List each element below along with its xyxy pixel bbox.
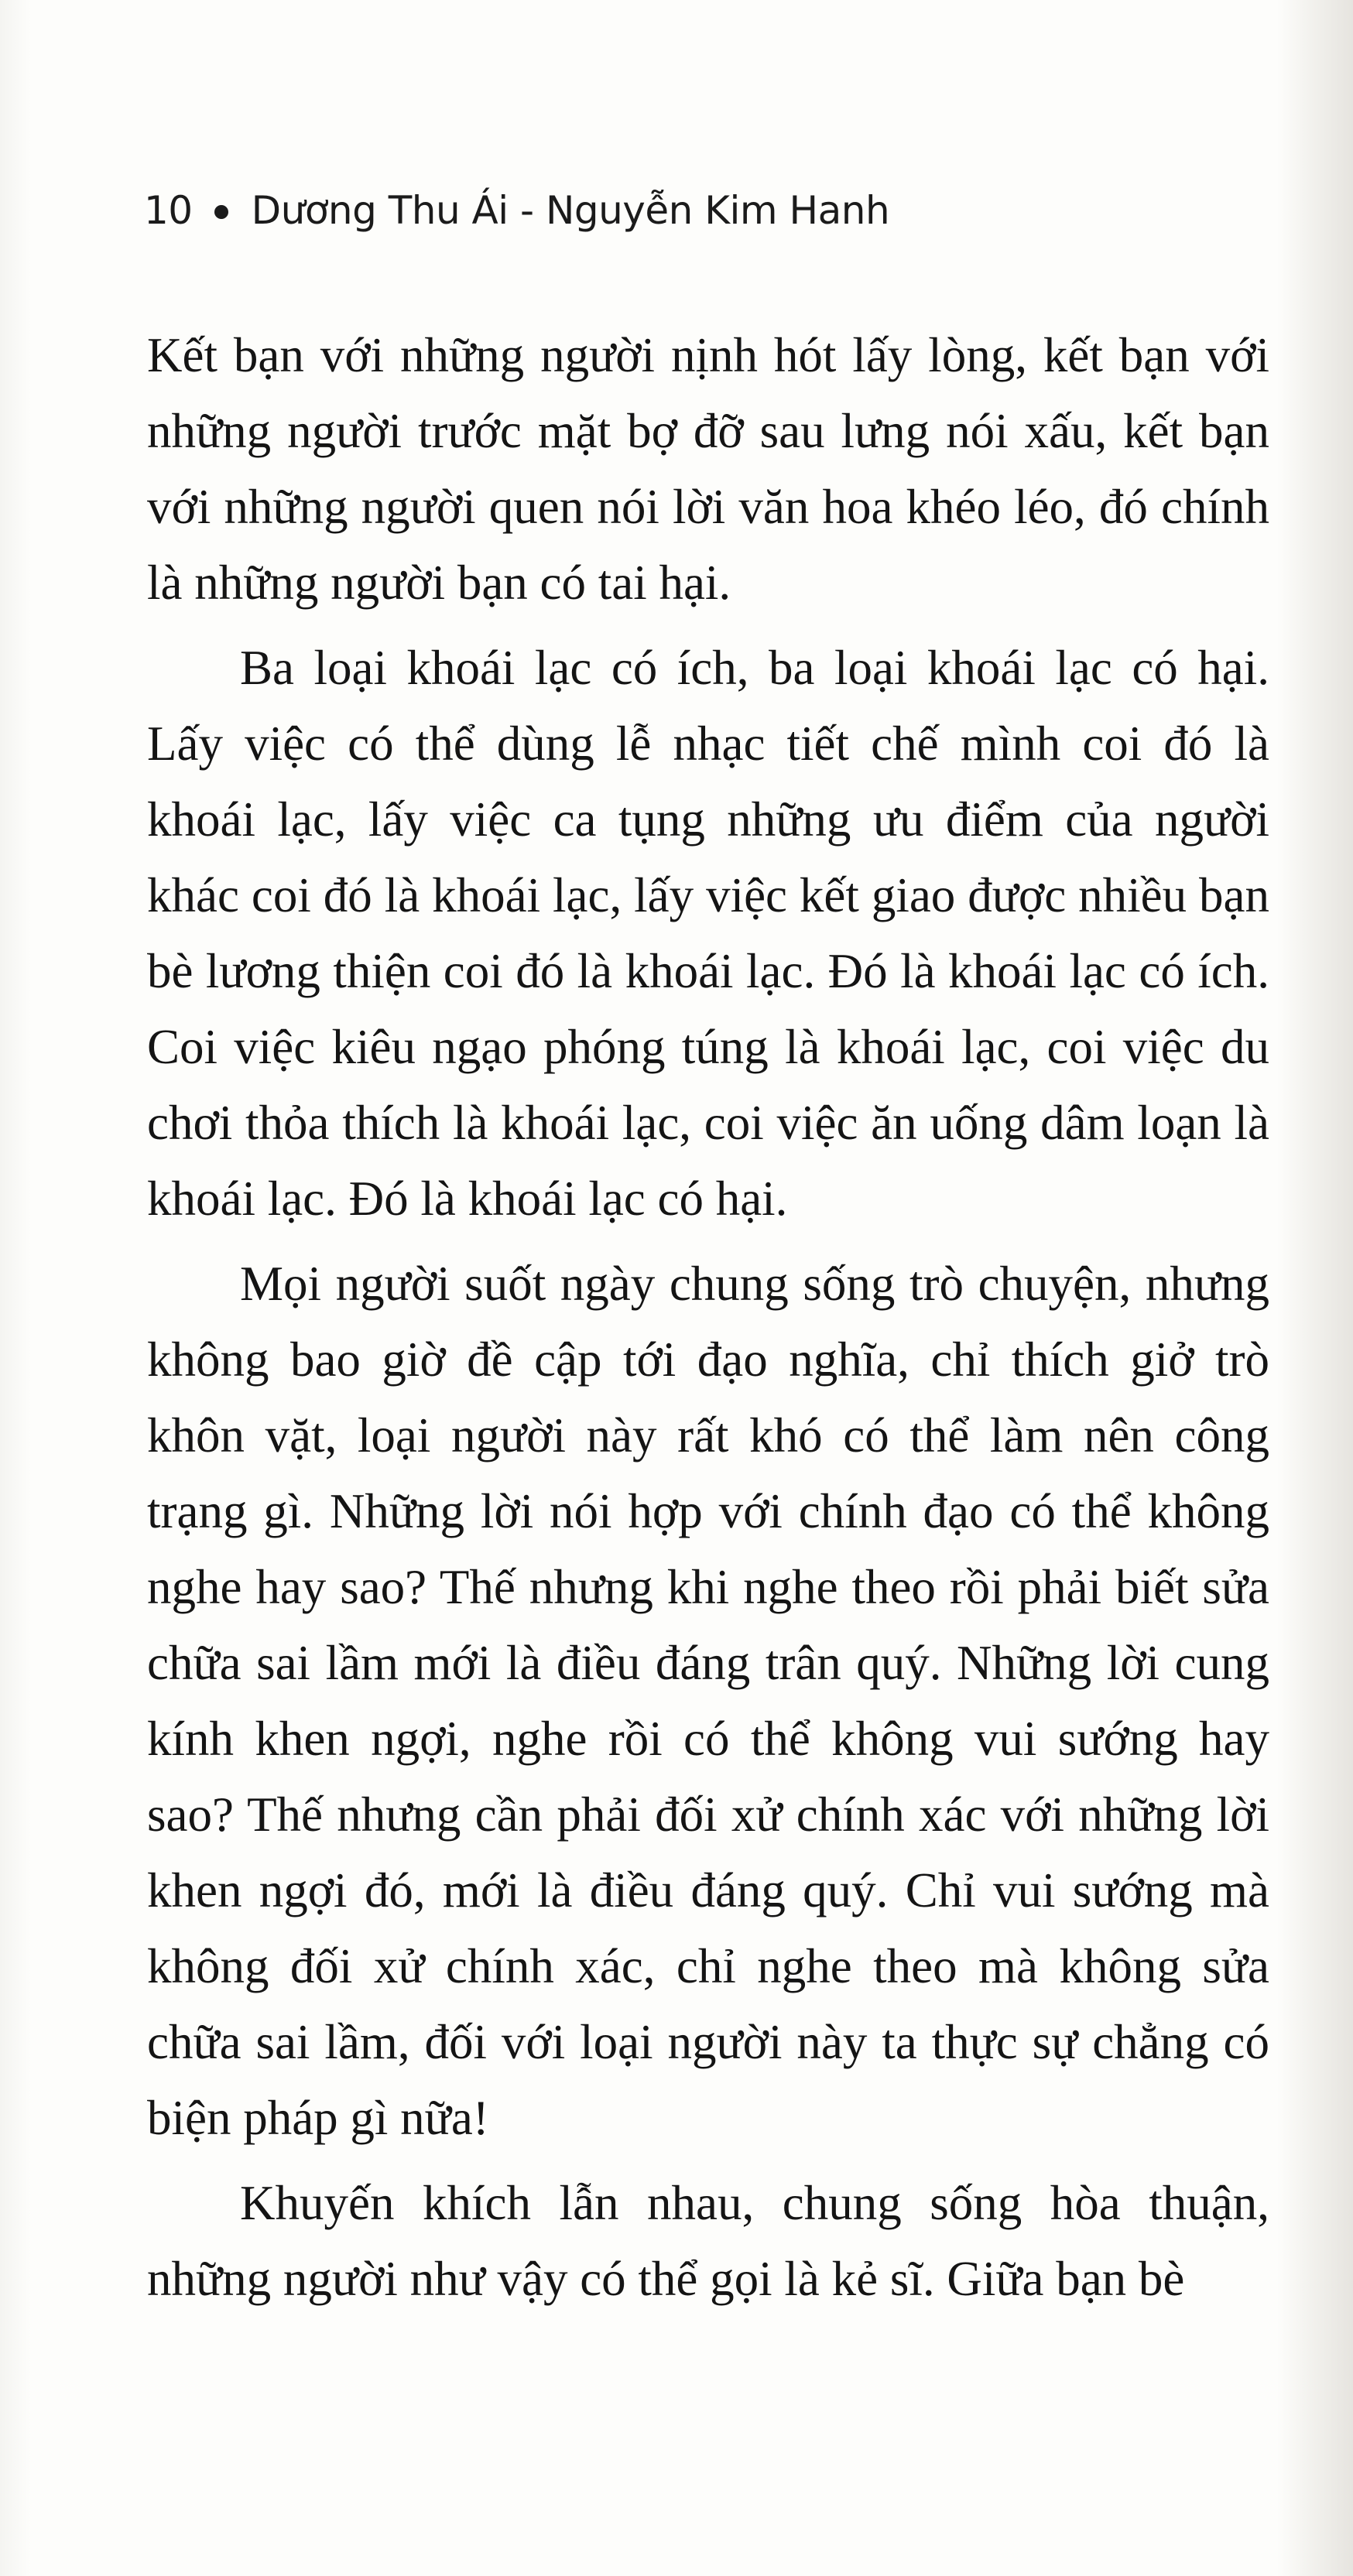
body-text [147, 317, 1269, 2317]
page-number: 10 [144, 188, 193, 233]
paragraph-1: Kết bạn với những người nịnh hót lấy lòng, kết bạn với những người trước mặt bợ đỡ sau lưng nói xấu, kết bạn với những người quen nói lời văn hoa khéo léo, đó chính là những người bạn có tai hại. [147, 328, 1269, 610]
running-title: Dương Thu Ái - Nguyễn Kim Hanh [251, 188, 890, 233]
paragraph-4: Khuyến khích lẫn nhau, chung sống hòa thuận, những người như vậy có thể gọi là kẻ sĩ. Giữa bạn bè [147, 2176, 1269, 2306]
bullet-separator-icon [214, 205, 228, 219]
running-header [144, 172, 889, 249]
paragraph-2: Ba loại khoái lạc có ích, ba loại khoái lạc có hại. Lấy việc có thể dùng lễ nhạc tiết chế mình coi đó là khoái lạc, lấy việc ca tụng những ưu điểm của người khác coi đó là khoái lạc, lấy việc kết giao được nhiều bạn bè lương thiện coi đó là khoái lạc. Đó là khoái lạc có ích. Coi việc kiêu ngạo phóng túng là khoái lạc, coi việc du chơi thỏa thích là khoái lạc, coi việc ăn uống dâm loạn là khoái lạc. Đó là khoái lạc có hại. [147, 641, 1269, 1226]
paragraph-3: Mọi người suốt ngày chung sống trò chuyện, nhưng không bao giờ đề cập tới đạo nghĩa, chỉ thích giở trò khôn vặt, loại người này rất khó có thể làm nên công trạng gì. Những lời nói hợp với chính đạo có thể không nghe hay sao? Thế nhưng khi nghe theo rồi phải biết sửa chữa sai lầm mới là điều đáng trân quý. Những lời cung kính khen ngợi, nghe rồi có thể không vui sướng hay sao? Thế nhưng cần phải đối xử chính xác với những lời khen ngợi đó, mới là điều đáng quý. Chỉ vui sướng mà không đối xử chính xác, chỉ nghe theo mà không sửa chữa sai lầm, đối với loại người này ta thực sự chẳng có biện pháp gì nữa! [147, 1257, 1269, 2145]
